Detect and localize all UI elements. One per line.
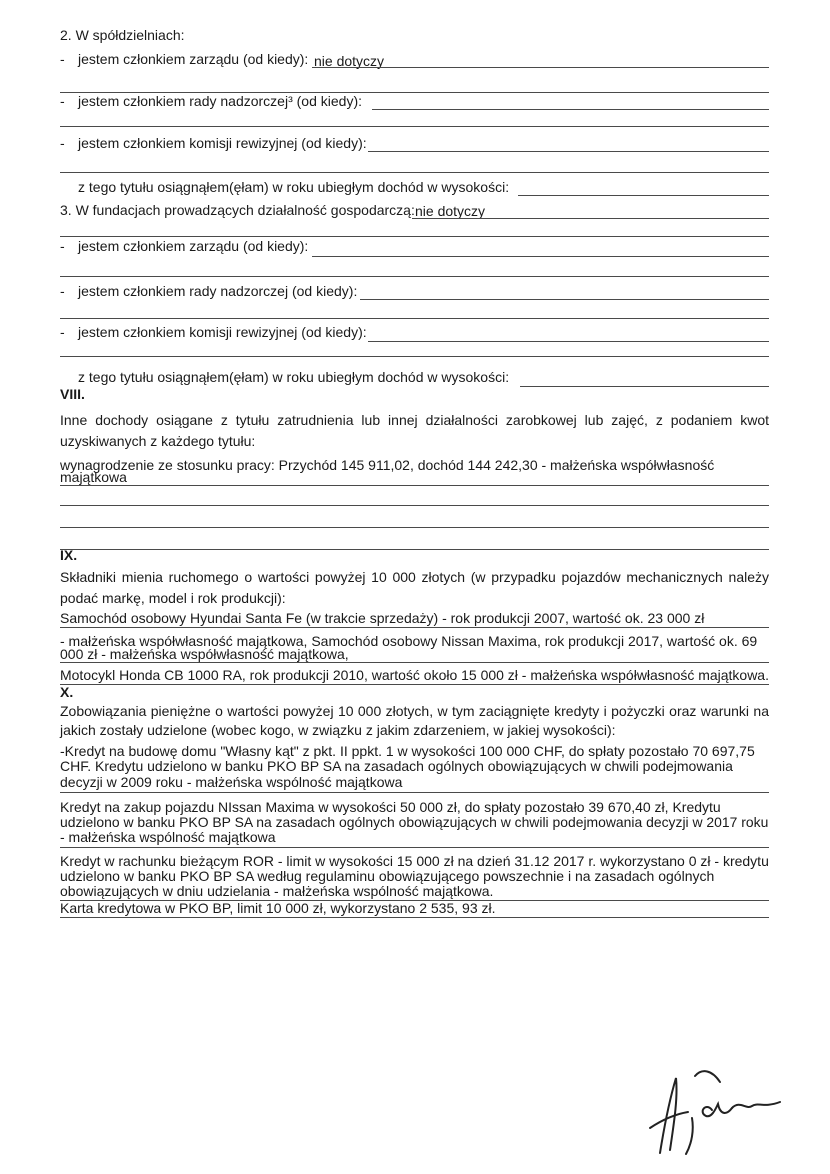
s2-title: 2. W spółdzielniach: bbox=[60, 27, 185, 43]
dash-marker: - bbox=[60, 238, 65, 254]
blank-line bbox=[60, 276, 769, 277]
dash-marker: - bbox=[60, 324, 65, 340]
s2-board-value: nie dotyczy bbox=[314, 53, 385, 69]
section-viii-description: Inne dochody osiągane z tytułu zatrudnienia lub innej działalności zarobkowej lub zajęć, z podaniem kwot uzyskiwanych z każdego tytułu: bbox=[60, 412, 769, 449]
blank-line bbox=[60, 126, 769, 127]
s2-supervisory-label: jestem członkiem rady nadzorczej³ (od kiedy): bbox=[78, 93, 362, 109]
s2-income-line bbox=[518, 195, 769, 196]
s3-title-line bbox=[412, 218, 769, 219]
blank-line bbox=[60, 318, 769, 319]
ix-entry2-line bbox=[60, 662, 769, 663]
s2-income-label: z tego tytułu osiągnąłem(ęłam) w roku ubiegłym dochód w wysokości: bbox=[78, 179, 510, 195]
x-entry3-line2: udzielono w banku PKO BP SA według regulaminu obowiązującego powszechnie i na zasadach ogólnych bbox=[60, 868, 715, 884]
ix-entry3-line bbox=[60, 684, 769, 685]
blank-line bbox=[60, 236, 769, 237]
s3-audit-label: jestem członkiem komisji rewizyjnej (od kiedy): bbox=[78, 324, 367, 340]
x-entry1-line1: -Kredyt na budowę domu "Własny kąt" z pkt. II ppkt. 1 w wysokości 100 000 CHF, do spłaty pozostało 70 697,75 bbox=[60, 743, 755, 759]
viii-entry-line2: majątkowa bbox=[60, 469, 127, 485]
s3-board-line bbox=[312, 256, 769, 257]
dash-marker: - bbox=[60, 283, 65, 299]
blank-line bbox=[60, 356, 769, 357]
s3-audit-line bbox=[368, 341, 769, 342]
blank-line bbox=[60, 549, 769, 550]
s2-supervisory-line bbox=[372, 109, 769, 110]
x-entry2-line bbox=[60, 847, 769, 848]
x-entry1-line2: CHF. Kredytu udzielono w banku PKO BP SA na zasadach ogólnych obowiązujących w chwili podejmowania bbox=[60, 758, 733, 774]
section-x-description: Zobowiązania pieniężne o wartości powyżej 10 000 złotych, w tym zaciągnięte kredyty i pożyczki oraz warunki na jakich zostały udzielone (wobec kogo, w związku z jakim zdarzeniem, w jakiej wysokości): bbox=[60, 703, 769, 738]
ix-entry2-line2: 000 zł - małżeńska współwłasność majątkowa, bbox=[60, 646, 349, 662]
ix-entry2-line1: - małżeńska współwłasność majątkowa, Samochód osobowy Nissan Maxima, rok produkcji 2017, wartość ok. 69 bbox=[60, 633, 758, 649]
blank-line bbox=[60, 172, 769, 173]
blank-line bbox=[60, 527, 769, 528]
s3-board-label: jestem członkiem zarządu (od kiedy): bbox=[78, 238, 309, 254]
x-entry3-line3: obowiązujących w dniu udzielania - małżeńska wspólność majątkowa. bbox=[60, 883, 494, 899]
s2-audit-label: jestem członkiem komisji rewizyjnej (od kiedy): bbox=[78, 135, 367, 151]
dash-marker: - bbox=[60, 135, 65, 151]
s2-board-line bbox=[312, 67, 769, 68]
x-entry4-line bbox=[60, 917, 769, 918]
viii-entry-line1: wynagrodzenie ze stosunku pracy: Przychód 145 911,02, dochód 144 242,30 - małżeńska współwłasność bbox=[60, 457, 715, 473]
s3-income-label: z tego tytułu osiągnąłem(ęłam) w roku ubiegłym dochód w wysokości: bbox=[78, 369, 510, 385]
blank-line bbox=[60, 505, 769, 506]
x-entry2-line2: udzielono w banku PKO BP SA na zasadach ogólnych obowiązujących w chwili podejmowania decyzji w 2017 roku bbox=[60, 814, 769, 830]
signature-image bbox=[640, 1058, 790, 1158]
viii-entry-line bbox=[60, 485, 769, 486]
ix-entry1: Samochód osobowy Hyundai Santa Fe (w trakcie sprzedaży) - rok produkcji 2007, wartość ok. 23 000 zł bbox=[60, 610, 705, 626]
x-entry3-line1: Kredyt w rachunku bieżącym ROR - limit w wysokości 15 000 zł na dzień 31.12 2017 r. wykorzystano 0 zł - kredytu bbox=[60, 853, 769, 869]
ix-entry3: Motocykl Honda CB 1000 RA, rok produkcji 2010, wartość około 15 000 zł - małżeńska współwłasność majątkowa. bbox=[60, 667, 769, 683]
s3-supervisory-label: jestem członkiem rady nadzorczej (od kiedy): bbox=[78, 283, 358, 299]
section-x-heading: X. bbox=[60, 684, 74, 700]
s2-audit-line bbox=[368, 151, 769, 152]
section-viii-heading: VIII. bbox=[60, 386, 85, 402]
x-entry4: Karta kredytowa w PKO BP, limit 10 000 zł, wykorzystano 2 535, 93 zł. bbox=[60, 900, 496, 916]
s2-board-label: jestem członkiem zarządu (od kiedy): bbox=[78, 51, 309, 67]
s3-title: 3. W fundacjach prowadzących działalność gospodarczą: bbox=[60, 202, 415, 218]
ix-entry1-line bbox=[60, 627, 769, 628]
section-ix-description: Składniki mienia ruchomego o wartości powyżej 10 000 złotych (w przypadku pojazdów mechanicznych należy podać markę, model i rok produkcji): bbox=[60, 569, 769, 606]
dash-marker: - bbox=[60, 93, 65, 109]
x-entry1-line bbox=[60, 792, 769, 793]
s3-title-value: nie dotyczy bbox=[415, 203, 486, 219]
dash-marker: - bbox=[60, 51, 65, 67]
x-entry1-line3: decyzji w 2009 roku - małżeńska wspólność majątkowa bbox=[60, 774, 403, 790]
x-entry2-line1: Kredyt na zakup pojazdu NIssan Maxima w wysokości 50 000 zł, do spłaty pozostało 39 670,40 zł, Kredytu bbox=[60, 799, 721, 815]
s3-supervisory-line bbox=[360, 299, 769, 300]
x-entry2-line3: - małżeńska wspólność majątkowa bbox=[60, 829, 276, 845]
section-ix-heading: IX. bbox=[60, 547, 78, 563]
s3-income-line bbox=[520, 386, 769, 387]
